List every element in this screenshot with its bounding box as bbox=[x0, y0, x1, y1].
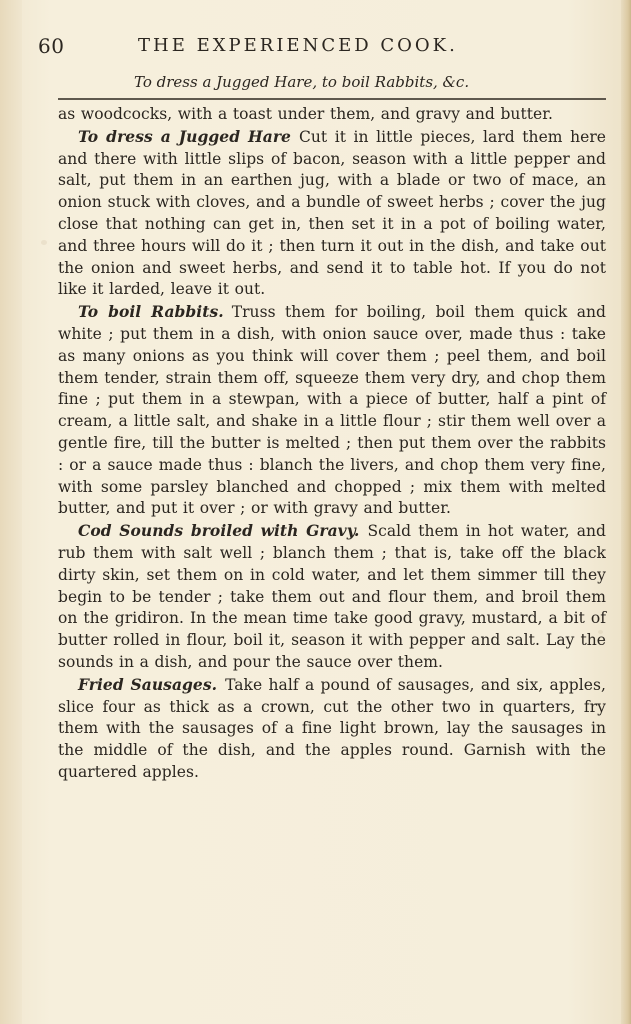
page-number: 60 bbox=[38, 34, 65, 58]
recipe-heading-fried-sausages: Fried Sausages. bbox=[78, 674, 218, 694]
page-right-edge bbox=[621, 0, 631, 1024]
recipe-text-cod-sounds: Scald them in hot water, and rub them with salt well ; blanch them ; that is, take off the black dirty skin, set them on in cold water, and let them simmer till they begin to be tender ; take them out and flour them, and broil them on the gridiron. In the mean time take good gravy, mustard, a bit of butter rolled in flour, boil it, season it with pepper and salt. Lay the sounds in a dish, and pour the sauce over them. bbox=[58, 522, 606, 671]
body-text bbox=[58, 104, 606, 784]
running-head: THE EXPERIENCED COOK. bbox=[138, 35, 458, 56]
page-header bbox=[38, 32, 613, 60]
paragraph-cod-sounds bbox=[58, 520, 606, 674]
paragraph-fried-sausages bbox=[58, 674, 606, 784]
paragraph-boil-rabbits bbox=[58, 301, 606, 520]
page-left-edge bbox=[0, 0, 22, 1024]
recipe-heading-jugged-hare: To dress a Jugged Hare bbox=[78, 126, 291, 146]
paper-spot bbox=[41, 240, 47, 245]
paragraph-jugged-hare bbox=[58, 126, 606, 301]
section-subhead: To dress a Jugged Hare, to boil Rabbits, &c. bbox=[134, 73, 470, 91]
heading-rule bbox=[58, 98, 606, 100]
recipe-text-fried-sausages: Take half a pound of sausages, and six, apples, slice four as thick as a crown, cut the other two in quarters, fry them with the sausages of a fine light brown, lay the sausages in the middle of the dish, and the apples round. Garnish with the quartered apples. bbox=[58, 675, 606, 781]
recipe-text-jugged-hare: Cut it in little pieces, lard them here and there with little slips of bacon, season with a little pepper and salt, put them in an earthen jug, with a blade or two of mace, an onion stuck with cloves, and a bundle of sweet herbs ; cover the jug close that nothing can get in, then set it in a pot of boiling water, and three hours will do it ; then turn it out in the dish, and take out the onion and sweet herbs, and send it to table hot. If you do not like it larded, leave it out. bbox=[58, 127, 607, 299]
recipe-heading-boil-rabbits: To boil Rabbits. bbox=[78, 302, 224, 322]
paragraph-text: as woodcocks, with a toast under them, and gravy and butter. bbox=[58, 105, 553, 123]
recipe-text-boil-rabbits: Truss them for boiling, boil them quick and white ; put them in a dish, with onion sauce over, made thus : take as many onions as you think will cover them ; peel them, and boil them tender, strain them off, squeeze them very dry, and chop them fine ; put them in a stewpan, with a piece of butter, half a pint of cream, a little salt, and shake in a little flour ; stir them well over a gentle fire, till the butter is melted ; then put them over the rabbits : or a sauce made thus : blanch the livers, and chop them very fine, with some parsley blanched and chopped ; mix them with melted butter, and put it over ; or with gravy and butter. bbox=[58, 303, 607, 518]
paragraph-continuation bbox=[58, 104, 606, 126]
recipe-heading-cod-sounds: Cod Sounds broiled with Gravy. bbox=[78, 521, 360, 541]
